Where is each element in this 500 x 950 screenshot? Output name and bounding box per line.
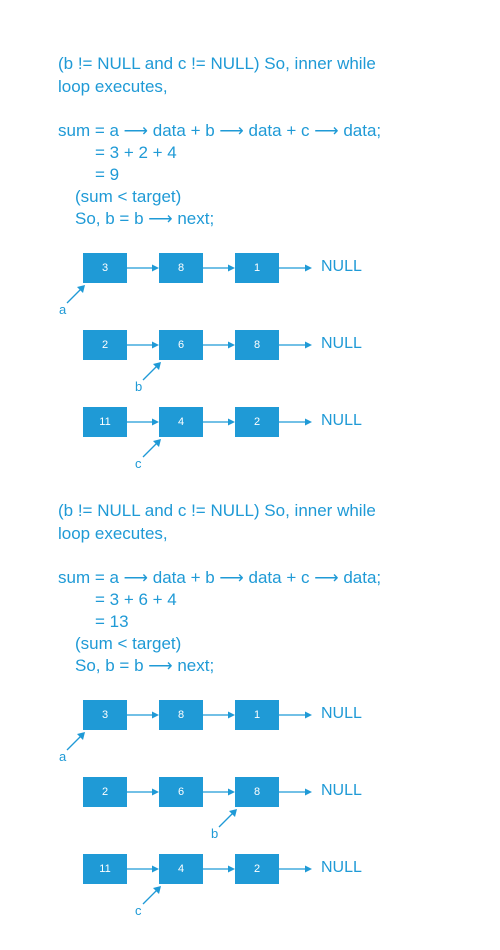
condition-text: (b != NULL and c != NULL) So, inner while [58,54,376,73]
list-node: 1 [235,253,279,283]
condition-text-cont: loop executes, [58,77,168,96]
condition-text: (b != NULL and c != NULL) So, inner while [58,501,376,520]
arrowhead [305,789,312,796]
null-label: NULL [321,859,362,876]
null-label: NULL [321,705,362,722]
arrowhead [305,712,312,719]
pointer-arrow [67,735,82,750]
linked-list-b [0,777,500,841]
list-node: 11 [83,854,127,884]
linked-list-c [0,854,500,918]
arrowhead [152,342,159,349]
linked-list-c [0,407,500,471]
arrowhead [152,866,159,873]
comparison-text: (sum < target) [75,187,182,206]
sum-expression: sum = a ⟶ data + b ⟶ data + c ⟶ data; [58,121,382,140]
action-text: So, b = b ⟶ next; [75,656,215,675]
arrowhead [228,265,235,272]
list-node: 2 [235,407,279,437]
list-node: 11 [83,407,127,437]
arrowhead [228,712,235,719]
list-node: 8 [159,253,203,283]
action-text: So, b = b ⟶ next; [75,209,215,228]
list-node: 6 [159,330,203,360]
comparison-text: (sum < target) [75,634,182,653]
linked-list-a [0,253,500,317]
arrowhead [152,712,159,719]
list-node: 8 [235,330,279,360]
pointer-label: c [135,456,142,471]
pointer-label: a [59,302,67,317]
arrowhead [228,419,235,426]
right-arrow-icon: ⟶ [219,568,244,587]
arrowhead [152,265,159,272]
sum-result: = 13 [95,612,129,631]
arrowhead [305,419,312,426]
sum-expansion: = 3 + 2 + 4 [95,143,177,162]
condition-text-cont: loop executes, [58,524,168,543]
list-node: 2 [83,330,127,360]
pointer-label: b [211,826,219,841]
list-node: 4 [159,407,203,437]
null-label: NULL [321,412,362,429]
sum-expansion: = 3 + 6 + 4 [95,590,177,609]
list-node: 8 [235,777,279,807]
arrowhead [228,342,235,349]
list-node: 8 [159,700,203,730]
list-node: 1 [235,700,279,730]
right-arrow-icon: ⟶ [314,568,339,587]
list-node: 3 [83,700,127,730]
pointer-arrow [67,288,82,303]
null-label: NULL [321,258,362,275]
list-node: 6 [159,777,203,807]
right-arrow-icon: ⟶ [219,121,244,140]
arrowhead [152,789,159,796]
right-arrow-icon: ⟶ [123,568,149,587]
arrowhead [228,866,235,873]
pointer-arrow [143,442,158,457]
pointer-label: c [135,903,142,918]
pointer-arrow [143,889,158,904]
arrowhead [305,866,312,873]
null-label: NULL [321,782,362,799]
list-node: 2 [83,777,127,807]
arrowhead [305,265,312,272]
arrowhead [152,419,159,426]
arrowhead [228,789,235,796]
linked-list-b [0,330,500,394]
pointer-label: b [135,379,143,394]
right-arrow-icon: ⟶ [123,121,149,140]
list-node: 4 [159,854,203,884]
pointer-label: a [59,749,67,764]
null-label: NULL [321,335,362,352]
linked-list-a [0,700,500,764]
list-node: 3 [83,253,127,283]
sum-result: = 9 [95,165,120,184]
pointer-arrow [143,365,158,380]
sum-expression: sum = a ⟶ data + b ⟶ data + c ⟶ data; [58,568,382,587]
arrowhead [305,342,312,349]
right-arrow-icon: ⟶ [148,209,173,228]
list-node: 2 [235,854,279,884]
right-arrow-icon: ⟶ [314,121,339,140]
pointer-arrow [219,812,234,827]
right-arrow-icon: ⟶ [148,656,173,675]
